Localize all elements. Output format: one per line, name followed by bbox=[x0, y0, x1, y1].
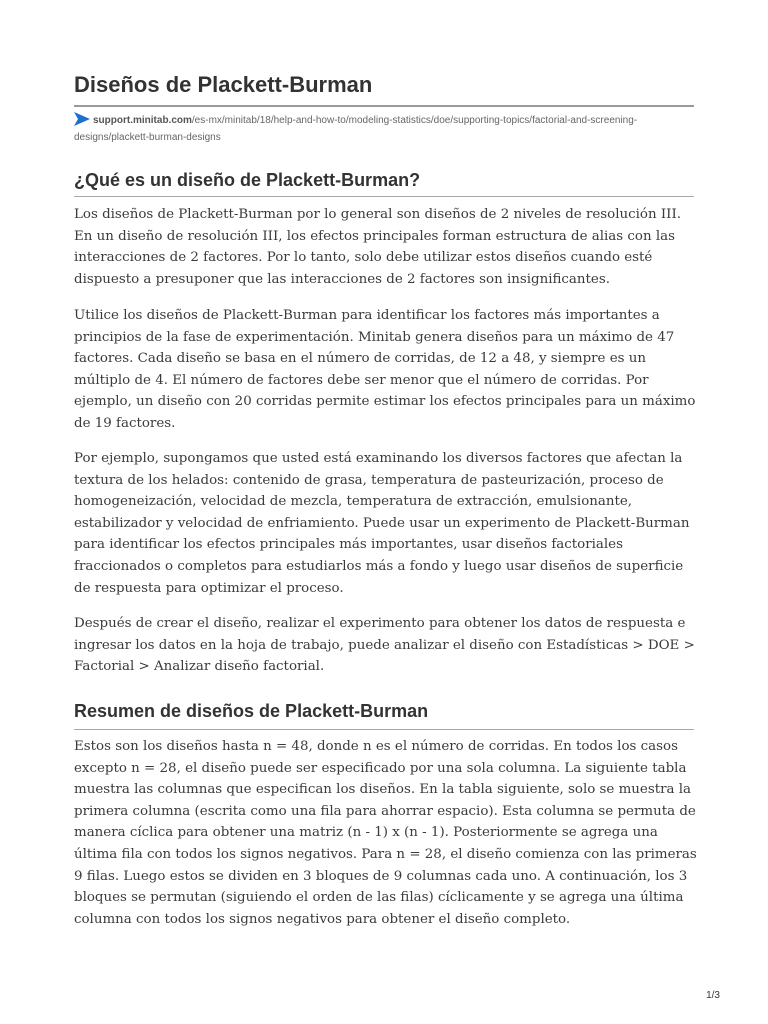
paragraph: Los diseños de Plackett-Burman por lo general son diseños de 2 niveles de resolución III. En un diseño de resolución III, los efectos principales forman estructura de alias con las interacciones de 2 factores. Por lo tanto, solo debe utilizar estos diseños cuando esté dispuesto a presuponer que las interacciones de 2 factores son insignificantes. bbox=[74, 207, 681, 287]
paragraph: Utilice los diseños de Plackett-Burman para identificar los factores más importantes a principios de la fase de experimentación. Minitab genera diseños para un máximo de 47 factores. Cada diseño se basa en el número de corridas, de 12 a 48, y siempre es un múltiplo de 4. El número de factores debe ser menor que el número de corridas. Por ejemplo, un diseño con 20 corridas permite estimar los efectos principales para un máximo de 19 factores. bbox=[74, 308, 696, 431]
source-path[interactable]: /es-mx/minitab/18/help-and-how-to/modeling-statistics/doe/supporting-topics/factorial-and-screening-designs/plackett-burman-designs bbox=[74, 115, 638, 143]
section-heading-que-es: ¿Qué es un diseño de Plackett-Burman? bbox=[74, 170, 421, 190]
arrow-right-icon bbox=[74, 112, 90, 131]
source-domain[interactable]: support.minitab.com bbox=[93, 115, 192, 126]
source-url[interactable] bbox=[74, 112, 694, 145]
paragraph: Después de crear el diseño, realizar el experimento para obtener los datos de respuesta e ingresar los datos en la hoja de trabajo, puede analizar el diseño con Estadísticas > DOE > Factorial > Analizar diseño factorial. bbox=[74, 616, 695, 675]
paragraph: Estos son los diseños hasta n = 48, donde n es el número de corridas. En todos los casos excepto n = 28, el diseño puede ser especificado por una sola columna. La siguiente tabla muestra las columnas que especifican los diseños. En la tabla siguiente, solo se muestra la primera columna (escrita como una fila para ahorrar espacio). Esta columna se permuta de manera cíclica para obtener una matriz (n - 1) x (n - 1). Posteriormente se agrega una última fila con todos los signos negativos. Para n = 28, el diseño comienza con las primeras 9 filas. Luego estos se dividen en 3 bloques de 9 columnas cada uno. A continuación, los 3 bloques se permutan (siguiendo el orden de las filas) cíclicamente y se agrega una última columna con todos los signos negativos para obtener el diseño completo. bbox=[74, 739, 697, 927]
section-heading-resumen: Resumen de diseños de Plackett-Burman bbox=[74, 701, 429, 721]
section-divider bbox=[74, 729, 694, 730]
section-divider bbox=[74, 196, 694, 197]
page-number: 1/3 bbox=[706, 990, 720, 1001]
title-divider bbox=[74, 105, 694, 107]
document-title: Diseños de Plackett-Burman bbox=[74, 72, 373, 97]
paragraph: Por ejemplo, supongamos que usted está examinando los diversos factores que afectan la textura de los helados: contenido de grasa, temperatura de pasteurización, proceso de homogeneización, velocidad de mezcla, temperatura de extracción, emulsionante, estabilizador y velocidad de enfriamiento. Puede usar un experimento de Plackett-Burman para identificar los efectos principales más importantes, usar diseños factoriales fraccionados o completos para estudiarlos más a fondo y luego usar diseños de superficie de respuesta para optimizar el proceso. bbox=[74, 451, 690, 596]
